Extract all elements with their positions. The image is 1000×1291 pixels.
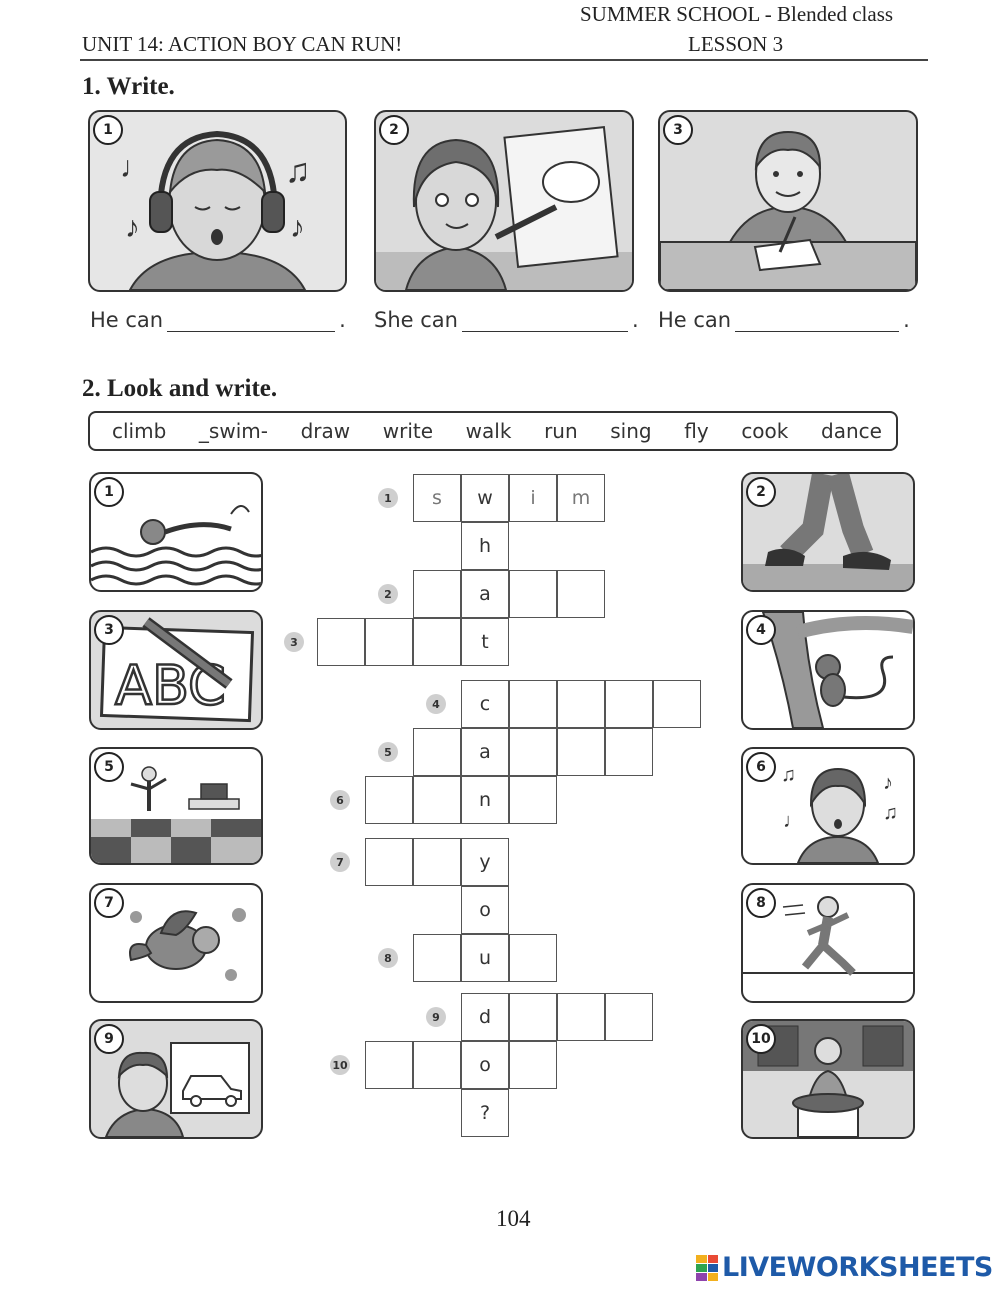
picture-card-1 <box>88 110 347 292</box>
crossword-cell[interactable] <box>413 934 461 982</box>
crossword-clue-number: 5 <box>378 742 398 762</box>
crossword-cell[interactable] <box>365 776 413 824</box>
crossword-cell[interactable] <box>413 838 461 886</box>
full-stop: . <box>339 308 346 332</box>
crossword-clue-number: 4 <box>426 694 446 714</box>
crossword-key-cell: y <box>461 838 509 886</box>
word-bank-item: write <box>382 419 434 443</box>
crossword-cell[interactable] <box>557 993 605 1041</box>
crossword-clue-number: 10 <box>330 1055 350 1075</box>
section-1-title: 1. Write. <box>82 73 175 100</box>
answer-blank-3[interactable] <box>735 309 899 332</box>
word-bank-item: walk <box>465 419 512 443</box>
crossword-key-cell: ? <box>461 1089 509 1137</box>
crossword-example-cell: m <box>557 474 605 522</box>
boy-writing-icon <box>660 112 916 290</box>
crossword-cell[interactable] <box>509 1041 557 1089</box>
picture-number: 4 <box>746 615 776 645</box>
picture-number: 9 <box>94 1024 124 1054</box>
picture-number: 5 <box>94 752 124 782</box>
crossword-cell[interactable] <box>509 680 557 728</box>
answer-blank-2[interactable] <box>462 309 628 332</box>
crossword-example-cell: i <box>509 474 557 522</box>
crossword-cell[interactable] <box>509 570 557 618</box>
svg-text:♩: ♩ <box>783 810 803 832</box>
crossword-cell[interactable] <box>557 680 605 728</box>
picture-number: 7 <box>94 888 124 918</box>
word-bank-item: draw <box>300 419 351 443</box>
crossword-cell[interactable] <box>365 618 413 666</box>
svg-text:♩: ♩ <box>120 151 150 184</box>
word-bank-item: cook <box>741 419 789 443</box>
crossword-clue-number: 6 <box>330 790 350 810</box>
svg-text:ABC: ABC <box>115 654 226 717</box>
crossword-cell[interactable] <box>509 934 557 982</box>
picture-number: 6 <box>746 752 776 782</box>
picture-number: 10 <box>746 1024 776 1054</box>
picture-card-2 <box>374 110 634 292</box>
picture-number: 3 <box>663 115 693 145</box>
crossword-clue-number: 1 <box>378 488 398 508</box>
crossword-clue-number: 2 <box>378 584 398 604</box>
word-bank-item: fly <box>684 419 709 443</box>
crossword-key-cell: c <box>461 680 509 728</box>
word-bank-item: _swim- <box>198 419 268 443</box>
crossword-picture-2 <box>741 472 915 592</box>
svg-text:♫: ♫ <box>781 764 796 786</box>
header-divider <box>80 59 928 61</box>
crossword-key-cell: d <box>461 993 509 1041</box>
crossword-cell[interactable] <box>509 728 557 776</box>
full-stop: . <box>631 308 639 332</box>
write-line-2 <box>374 308 639 332</box>
crossword-clue-number: 7 <box>330 852 350 872</box>
crossword-picture-8 <box>741 883 915 1003</box>
crossword-cell[interactable] <box>653 680 701 728</box>
crossword-key-cell: a <box>461 728 509 776</box>
word-bank-item: sing <box>610 419 652 443</box>
crossword-cell[interactable] <box>365 1041 413 1089</box>
section-2-title: 2. Look and write. <box>82 375 278 402</box>
crossword-cell[interactable] <box>605 728 653 776</box>
write-prompt: She can <box>374 308 458 332</box>
svg-text:♫: ♫ <box>883 802 898 824</box>
answer-blank-1[interactable] <box>167 309 335 332</box>
crossword-picture-7 <box>89 883 263 1003</box>
crossword-cell[interactable] <box>413 570 461 618</box>
svg-text:♪: ♪ <box>125 211 140 244</box>
logo-mark-icon <box>696 1255 718 1281</box>
liveworksheets-logo <box>696 1252 993 1283</box>
crossword-picture-10 <box>741 1019 915 1139</box>
svg-text:♪: ♪ <box>290 211 305 244</box>
crossword-cell[interactable] <box>413 1041 461 1089</box>
svg-text:♫: ♫ <box>285 153 311 190</box>
crossword-clue-number: 9 <box>426 1007 446 1027</box>
crossword-key-cell: h <box>461 522 509 570</box>
crossword-picture-1 <box>89 472 263 592</box>
picture-number: 2 <box>379 115 409 145</box>
crossword-cell[interactable] <box>605 680 653 728</box>
crossword-cell[interactable] <box>605 993 653 1041</box>
logo-text: LIVEWORKSHEETS <box>722 1252 993 1283</box>
picture-number: 1 <box>93 115 123 145</box>
svg-text:♪: ♪ <box>883 772 893 794</box>
picture-number: 1 <box>94 477 124 507</box>
crossword-cell[interactable] <box>317 618 365 666</box>
crossword-cell[interactable] <box>413 728 461 776</box>
page-number: 104 <box>496 1206 531 1231</box>
word-bank-item: dance <box>821 419 882 443</box>
crossword-key-cell: o <box>461 1041 509 1089</box>
picture-number: 2 <box>746 477 776 507</box>
word-bank-item: climb <box>112 419 167 443</box>
crossword-picture-6 <box>741 747 915 865</box>
crossword-picture-9 <box>89 1019 263 1139</box>
girl-drawing-elephant-icon <box>376 112 632 290</box>
crossword-cell[interactable] <box>509 776 557 824</box>
course-title: SUMMER SCHOOL - Blended class <box>580 2 894 26</box>
write-prompt: He can <box>90 308 164 332</box>
word-bank <box>88 411 898 451</box>
unit-title: UNIT 14: ACTION BOY CAN RUN! <box>82 32 403 56</box>
crossword-key-cell: u <box>461 934 509 982</box>
crossword-clue-number: 8 <box>378 948 398 968</box>
crossword-picture-5 <box>89 747 263 865</box>
full-stop: . <box>903 308 910 332</box>
crossword-cell[interactable] <box>557 728 605 776</box>
write-line-1 <box>90 308 346 332</box>
picture-number: 3 <box>94 615 124 645</box>
crossword-cell[interactable] <box>509 993 557 1041</box>
crossword-key-cell: o <box>461 886 509 934</box>
crossword-key-cell: a <box>461 570 509 618</box>
crossword-example-cell: s <box>413 474 461 522</box>
crossword-cell[interactable] <box>413 618 461 666</box>
crossword-key-cell: w <box>461 474 509 522</box>
crossword-cell[interactable] <box>365 838 413 886</box>
crossword-cell[interactable] <box>413 776 461 824</box>
picture-card-3 <box>658 110 918 292</box>
crossword-clue-number: 3 <box>284 632 304 652</box>
crossword-cell[interactable] <box>557 570 605 618</box>
lesson-label: LESSON 3 <box>688 32 784 56</box>
picture-number: 8 <box>746 888 776 918</box>
word-bank-item: run <box>544 419 578 443</box>
boy-listening-music-icon <box>90 112 345 290</box>
crossword-picture-4 <box>741 610 915 730</box>
crossword-key-cell: t <box>461 618 509 666</box>
crossword-key-cell: n <box>461 776 509 824</box>
crossword-picture-3 <box>89 610 263 730</box>
write-line-3 <box>658 308 910 332</box>
write-prompt: He can <box>658 308 732 332</box>
